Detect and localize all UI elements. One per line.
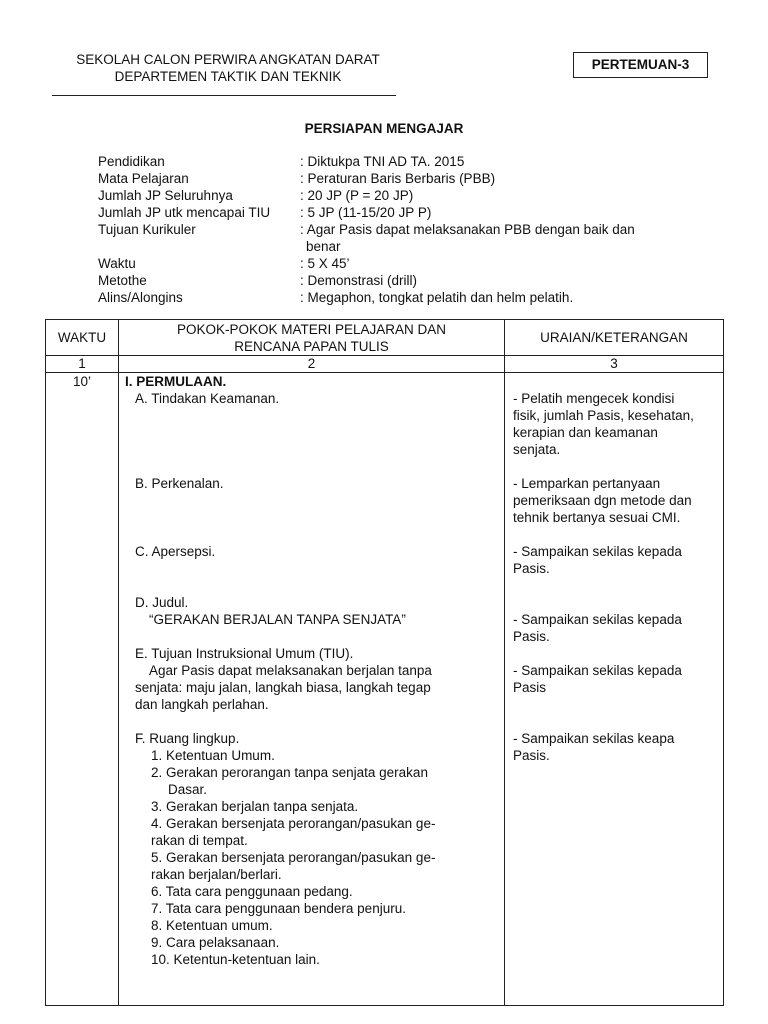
scope-item: 8. Ketentuan umum. [151, 918, 273, 933]
org-name: SEKOLAH CALON PERWIRA ANGKATAN DARAT [76, 52, 380, 67]
info-block [98, 153, 718, 306]
item-a: A. Tindakan Keamanan. [135, 391, 280, 406]
info-row [98, 221, 718, 255]
table-row [46, 373, 724, 1006]
header-waktu: WAKTU [46, 320, 119, 356]
column-number-row [46, 356, 724, 373]
info-row [98, 204, 718, 221]
lesson-table [45, 319, 724, 1006]
scope-item-cont: Dasar. [168, 782, 208, 797]
meeting-badge: PERTEMUAN-3 [573, 52, 708, 78]
note-line: Pasis. [513, 629, 550, 644]
info-value-text: : Agar Pasis dapat melaksanakan PBB dengan baik dan [300, 222, 635, 237]
info-value: : 20 JP (P = 20 JP) [300, 188, 414, 203]
info-value-continuation: benar [306, 239, 341, 254]
table-header-row [46, 320, 724, 356]
info-value: : 5 JP (11-15/20 JP P) [300, 205, 432, 220]
note-line: Pasis. [513, 561, 550, 576]
scope-item: 2. Gerakan perorangan tanpa senjata gerakan [151, 765, 428, 780]
department-name: DEPARTEMEN TAKTIK DAN TEKNIK [114, 69, 342, 84]
info-row [98, 153, 718, 170]
info-row [98, 187, 718, 204]
scope-item: 1. Ketentuan Umum. [151, 748, 275, 763]
header-materi [119, 320, 505, 356]
header-materi-line2: RENCANA PAPAN TULIS [234, 338, 389, 354]
note-line: tehnik bertanya sesuai CMI. [513, 510, 681, 525]
note-line: senjata. [513, 442, 561, 457]
info-row [98, 170, 718, 187]
item-d-text: “GERAKAN BERJALAN TANPA SENJATA” [149, 612, 406, 627]
note-line: fisik, jumlah Pasis, kesehatan, [513, 408, 694, 423]
header-divider [52, 95, 396, 96]
column-number: 2 [119, 356, 505, 373]
item-e: E. Tujuan Instruksional Umum (TIU). [135, 646, 354, 661]
info-value: : Megaphon, tongkat pelatih dan helm pelatih. [300, 290, 574, 305]
info-label: Jumlah JP Seluruhnya [98, 188, 233, 203]
document-title: PERSIAPAN MENGAJAR [304, 121, 464, 136]
note-line: Pasis. [513, 748, 550, 763]
info-label: Waktu [98, 256, 136, 271]
scope-item-cont: rakan di tempat. [151, 833, 248, 848]
scope-item: 7. Tata cara penggunaan bendera penjuru. [151, 901, 406, 916]
note-line: kerapian dan keamanan [513, 425, 658, 440]
note-line: - Sampaikan sekilas kepada [513, 663, 682, 678]
section-title: I. PERMULAAN. [125, 374, 227, 389]
info-value: : Demonstrasi (drill) [300, 273, 418, 288]
info-value: : 5 X 45’ [300, 256, 350, 271]
info-label: Pendidikan [98, 154, 165, 169]
note-line: - Pelatih mengecek kondisi [513, 391, 675, 406]
scope-item: 4. Gerakan bersenjata perorangan/pasukan ge- [151, 816, 436, 831]
item-d: D. Judul. [135, 595, 189, 610]
scope-item: 10. Ketentun-ketentuan lain. [151, 952, 320, 967]
time-cell: 10’ [46, 373, 119, 1006]
column-number: 1 [46, 356, 119, 373]
item-e-text: senjata: maju jalan, langkah biasa, langkah tegap [135, 680, 431, 695]
note-line: Pasis [513, 680, 547, 695]
header-uraian: URAIAN/KETERANGAN [505, 320, 724, 356]
header-materi-line1: POKOK-POKOK MATERI PELAJARAN DAN [176, 321, 447, 337]
info-label: Mata Pelajaran [98, 171, 189, 186]
scope-item-cont: rakan berjalan/berlari. [151, 867, 282, 882]
info-value: : Diktukpa TNI AD TA. 2015 [300, 154, 465, 169]
scope-item: 6. Tata cara penggunaan pedang. [151, 884, 353, 899]
info-label: Metothe [98, 273, 147, 288]
notes-cell [505, 373, 724, 1006]
note-line: pemeriksaan dgn metode dan [513, 493, 692, 508]
item-c: C. Apersepsi. [135, 544, 216, 559]
item-f: F. Ruang lingkup. [135, 731, 240, 746]
scope-item: 3. Gerakan berjalan tanpa senjata. [151, 799, 359, 814]
info-row [98, 272, 718, 289]
info-label: Jumlah JP utk mencapai TIU [98, 205, 271, 220]
info-label: Alins/Alongins [98, 290, 183, 305]
info-row [98, 289, 718, 306]
info-label: Tujuan Kurikuler [98, 222, 196, 237]
note-line: - Sampaikan sekilas kepada [513, 612, 682, 627]
item-b: B. Perkenalan. [135, 476, 224, 491]
item-e-text: Agar Pasis dapat melaksanakan berjalan tanpa [149, 663, 432, 678]
item-e-text: dan langkah perlahan. [135, 697, 269, 712]
column-number: 3 [505, 356, 724, 373]
note-line: - Sampaikan sekilas keapa [513, 731, 675, 746]
info-value: : Peraturan Baris Berbaris (PBB) [300, 171, 496, 186]
scope-item: 9. Cara pelaksanaan. [151, 935, 280, 950]
scope-item: 5. Gerakan bersenjata perorangan/pasukan ge- [151, 850, 436, 865]
school-header [52, 51, 404, 85]
content-cell [119, 373, 505, 1006]
note-line: - Sampaikan sekilas kepada [513, 544, 682, 559]
note-line: - Lemparkan pertanyaan [513, 476, 661, 491]
info-row [98, 255, 718, 272]
info-value [300, 221, 718, 255]
